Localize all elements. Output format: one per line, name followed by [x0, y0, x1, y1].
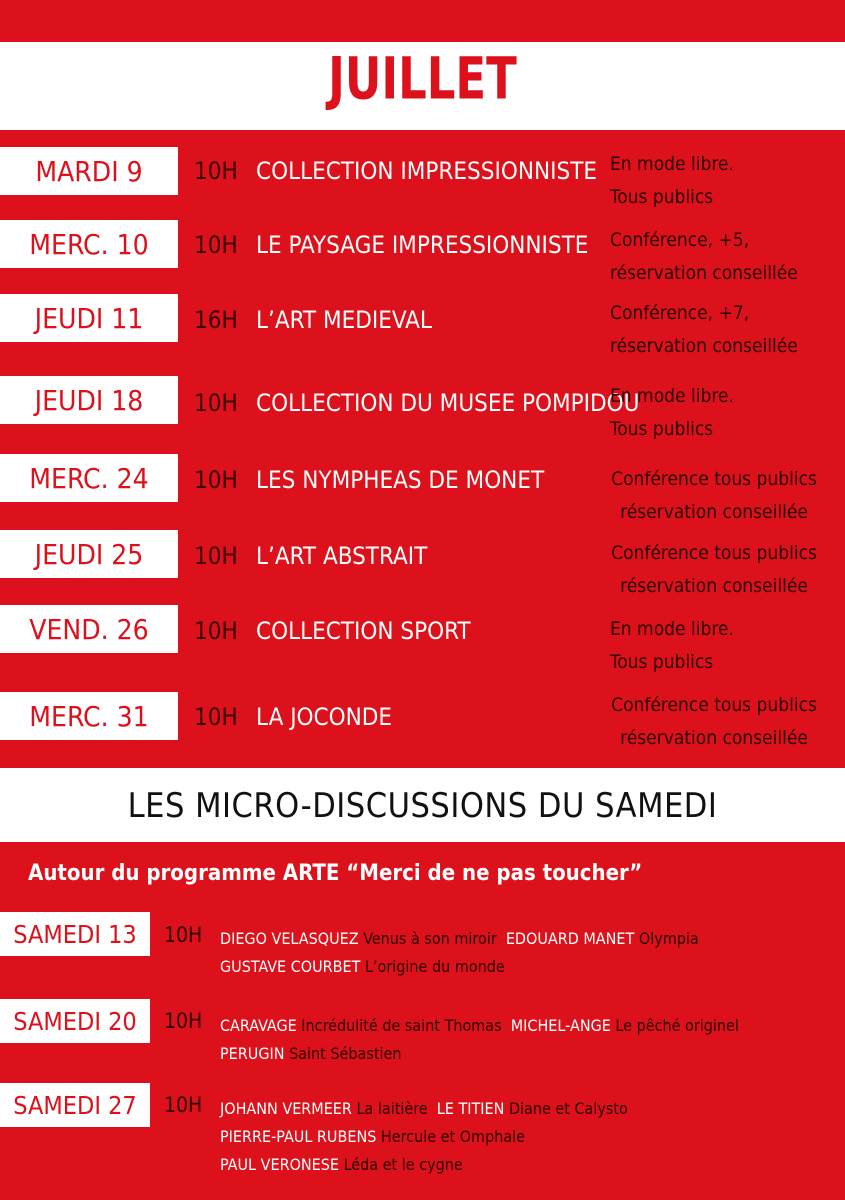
talk-line	[220, 1012, 739, 1040]
saturday-time: 10H	[164, 1093, 203, 1117]
event-note-line: Tous publics	[610, 186, 714, 208]
event-time: 10H	[194, 703, 238, 731]
event-day: MERC. 31	[0, 692, 178, 740]
event-note-line: Conférence tous publics	[611, 694, 817, 716]
event-title: COLLECTION DU MUSEE POMPIDOU	[256, 389, 640, 417]
event-day: VEND. 26	[0, 605, 178, 653]
event-note	[610, 224, 798, 290]
event-day: MERC. 24	[0, 454, 178, 502]
talk-work: Hercule et Omphale	[380, 1127, 526, 1146]
month-title: JUILLET	[328, 45, 517, 113]
saturday-talks	[220, 1012, 739, 1068]
saturday-day: SAMEDI 20	[0, 999, 150, 1043]
event-note	[610, 297, 798, 363]
talk-work: Léda et le cygne	[343, 1155, 463, 1174]
talk-work: La laitière	[356, 1099, 428, 1118]
talk-artist: PAUL VERONESE	[220, 1155, 339, 1174]
talk-artist: PIERRE-PAUL RUBENS	[220, 1127, 377, 1146]
saturday-day: SAMEDI 13	[0, 912, 150, 956]
event-title: L’ART ABSTRAIT	[256, 542, 428, 570]
event-time: 16H	[194, 306, 238, 334]
event-note-line: Conférence tous publics	[611, 468, 817, 490]
event-time: 10H	[194, 231, 238, 259]
talk-line	[220, 1095, 628, 1123]
saturday-time: 10H	[164, 1009, 203, 1033]
event-note-line: En mode libre.	[610, 385, 734, 407]
event-day: JEUDI 18	[0, 376, 178, 424]
event-title: LE PAYSAGE IMPRESSIONNISTE	[256, 231, 589, 259]
event-time: 10H	[194, 617, 238, 645]
event-note-line: Conférence, +7,	[610, 302, 750, 324]
talk-line	[220, 953, 699, 981]
event-title: L’ART MEDIEVAL	[256, 306, 432, 334]
talk-artist: EDOUARD MANET	[505, 929, 635, 948]
event-note	[610, 380, 734, 446]
event-title: COLLECTION IMPRESSIONNISTE	[256, 157, 598, 185]
event-day: MERC. 10	[0, 220, 178, 268]
talk-line	[220, 1151, 628, 1179]
saturday-day: SAMEDI 27	[0, 1083, 150, 1127]
event-note-line: réservation conseillée	[610, 262, 798, 284]
top-band	[0, 0, 845, 42]
section-intro: Autour du programme ARTE “Merci de ne pas toucher”	[28, 861, 643, 886]
event-time: 10H	[194, 157, 238, 185]
event-note-line: réservation conseillée	[620, 575, 808, 597]
event-time: 10H	[194, 466, 238, 494]
event-note-line: En mode libre.	[610, 153, 734, 175]
event-title: LES NYMPHEAS DE MONET	[256, 466, 545, 494]
event-time: 10H	[194, 389, 238, 417]
talk-work: Venus à son miroir	[363, 929, 497, 948]
talk-work: L’origine du monde	[364, 957, 505, 976]
event-note	[604, 537, 824, 603]
event-title: COLLECTION SPORT	[256, 617, 471, 645]
talk-line	[220, 1040, 739, 1068]
event-note	[610, 613, 734, 679]
talk-artist: PERUGIN	[220, 1044, 285, 1063]
talk-line	[220, 1123, 628, 1151]
event-day: MARDI 9	[0, 147, 178, 195]
event-note	[604, 689, 824, 755]
talk-work: Le pêché originel	[615, 1016, 739, 1035]
event-note	[604, 463, 824, 529]
event-note-line: réservation conseillée	[610, 335, 798, 357]
event-note-line: réservation conseillée	[620, 727, 808, 749]
event-note-line: Tous publics	[610, 651, 714, 673]
event-note-line: Conférence tous publics	[611, 542, 817, 564]
event-day: JEUDI 11	[0, 294, 178, 342]
talk-artist: CARAVAGE	[220, 1016, 297, 1035]
event-note-line: En mode libre.	[610, 618, 734, 640]
section-title: LES MICRO-DISCUSSIONS DU SAMEDI	[127, 786, 718, 826]
saturday-talks	[220, 925, 699, 981]
talk-artist: MICHEL-ANGE	[510, 1016, 611, 1035]
talk-work: Incrédulité de saint Thomas	[301, 1016, 502, 1035]
talk-work: Diane et Calysto	[508, 1099, 628, 1118]
talk-artist: GUSTAVE COURBET	[220, 957, 361, 976]
event-note-line: Tous publics	[610, 418, 714, 440]
event-time: 10H	[194, 542, 238, 570]
event-title: LA JOCONDE	[256, 703, 393, 731]
event-note	[610, 148, 734, 214]
talk-work: Olympia	[638, 929, 699, 948]
saturday-time: 10H	[164, 923, 203, 947]
talk-line	[220, 925, 699, 953]
event-note-line: Conférence, +5,	[610, 229, 750, 251]
talk-artist: DIEGO VELASQUEZ	[220, 929, 359, 948]
talk-artist: LE TITIEN	[436, 1099, 505, 1118]
event-note-line: réservation conseillée	[620, 501, 808, 523]
talk-work: Saint Sébastien	[289, 1044, 402, 1063]
saturday-talks	[220, 1095, 628, 1179]
event-day: JEUDI 25	[0, 530, 178, 578]
talk-artist: JOHANN VERMEER	[220, 1099, 352, 1118]
